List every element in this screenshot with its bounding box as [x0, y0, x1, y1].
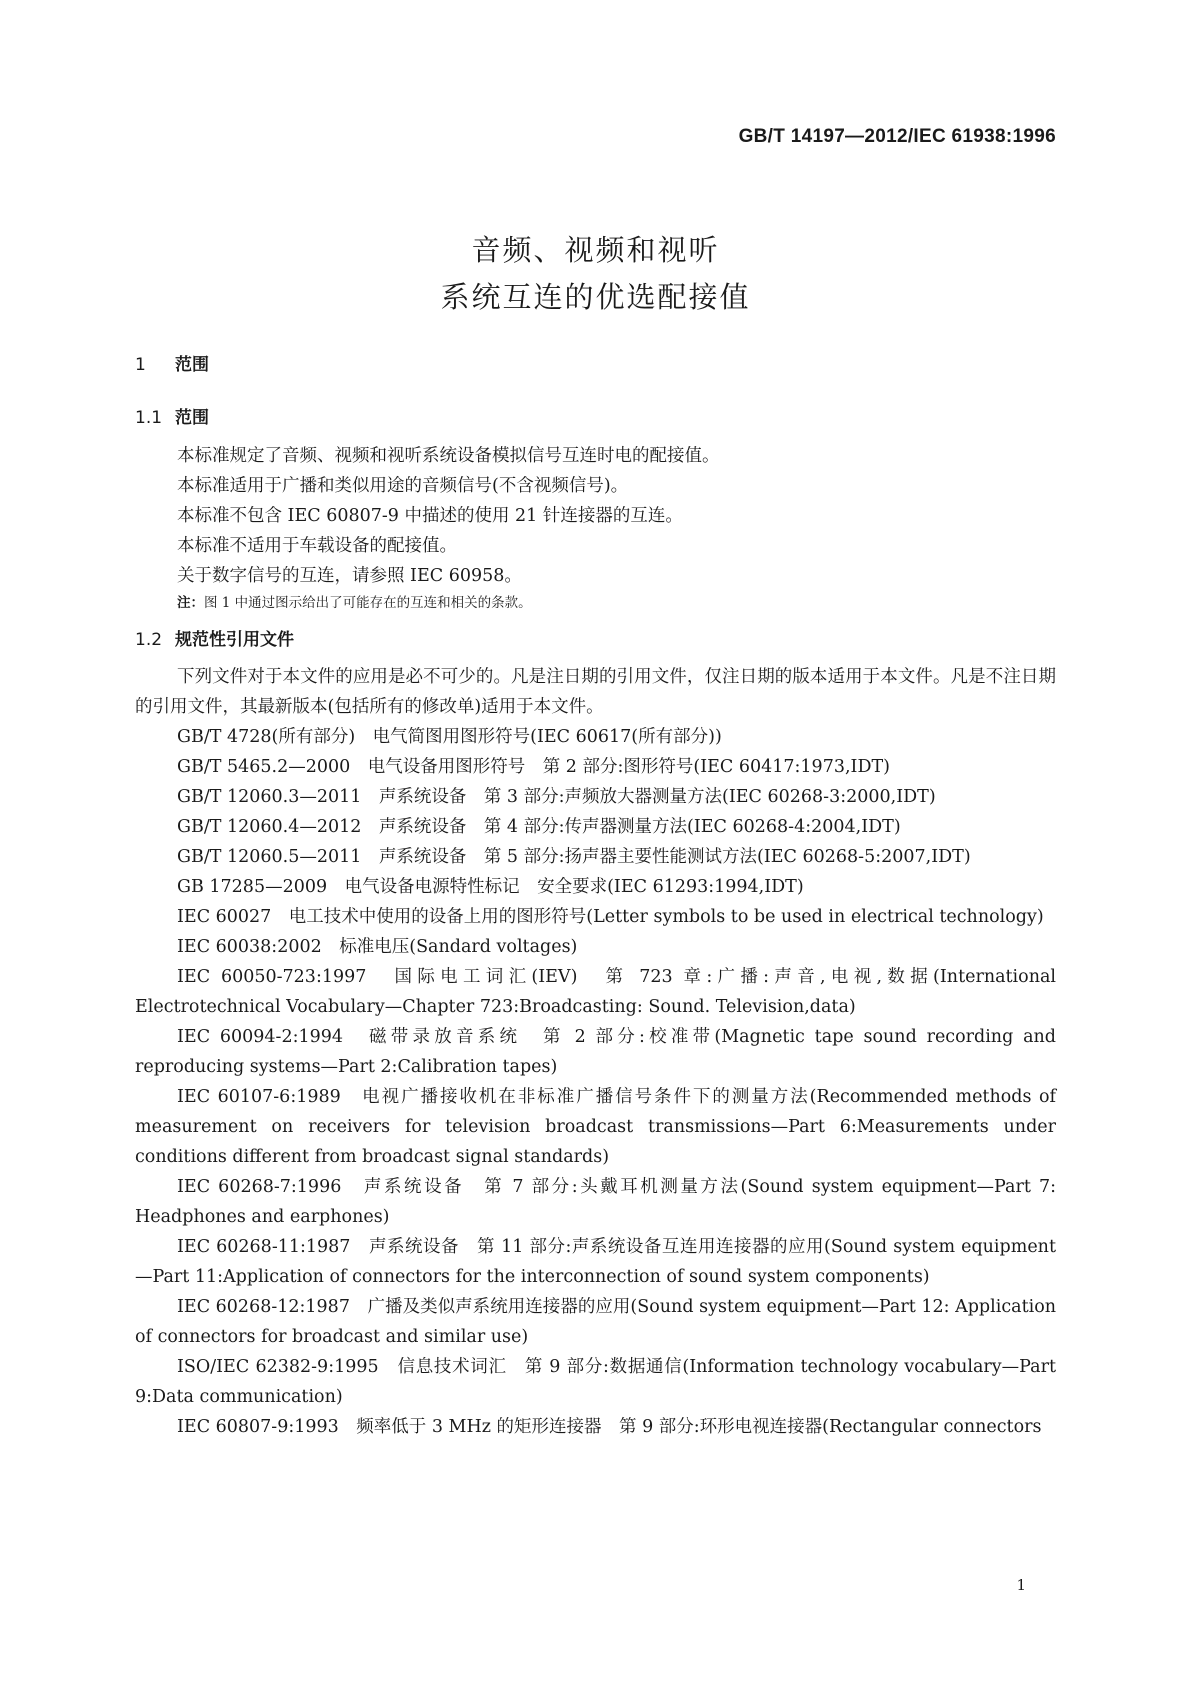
scope-paragraph: 关于数字信号的互连，请参照 IEC 60958。: [177, 566, 522, 586]
section-1-heading: [135, 350, 209, 375]
reference-item: GB/T 5465.2—2000 电气设备用图形符号 第 2 部分:图形符号(IEC 60417:1973,IDT): [177, 757, 890, 777]
reference-item: IEC 60027 电工技术中使用的设备上用的图形符号(Letter symbols to be used in electrical technology): [177, 907, 1044, 927]
reference-item: IEC 60050-723:1997 国际电工词汇(IEV) 第 723 章:广播:声音,电视,数据(International Electrotechnical Vocabulary—Chapter 723:Broadcasting: Sound. Television,data): [135, 967, 1056, 1017]
reference-item: GB/T 12060.5—2011 声系统设备 第 5 部分:扬声器主要性能测试方法(IEC 60268-5:2007,IDT): [177, 847, 971, 867]
reference-item: IEC 60038:2002 标准电压(Sandard voltages): [177, 937, 578, 957]
references-intro: 下列文件对于本文件的应用是必不可少的。凡是注日期的引用文件，仅注日期的版本适用于本文件。凡是不注日期的引用文件，其最新版本(包括所有的修改单)适用于本文件。: [135, 667, 1056, 717]
scope-paragraph: 本标准不包含 IEC 60807-9 中描述的使用 21 针连接器的互连。: [177, 506, 683, 526]
note-label: 注：: [177, 595, 204, 611]
section-1-2-heading: [135, 625, 294, 650]
reference-item: GB 17285—2009 电气设备电源特性标记 安全要求(IEC 61293:1994,IDT): [177, 877, 804, 897]
reference-item: GB/T 4728(所有部分) 电气简图用图形符号(IEC 60617(所有部分)): [177, 727, 722, 747]
note-text: 图 1 中通过图示给出了可能存在的互连和相关的条款。: [204, 595, 532, 611]
normative-references-body: [135, 662, 1056, 1442]
reference-item: IEC 60268-7:1996 声系统设备 第 7 部分:头戴耳机测量方法(Sound system equipment—Part 7: Headphones and earphones): [135, 1177, 1056, 1227]
reference-item: IEC 60807-9:1993 频率低于 3 MHz 的矩形连接器 第 9 部分:环形电视连接器(Rectangular connectors: [177, 1417, 1042, 1437]
section-title: 范围: [175, 355, 209, 375]
reference-item: IEC 60268-12:1987 广播及类似声系统用连接器的应用(Sound system equipment—Part 12: Application of connectors for broadcast and similar use): [135, 1297, 1056, 1347]
scope-paragraph: 本标准适用于广播和类似用途的音频信号(不含视频信号)。: [177, 476, 629, 496]
scope-paragraph: 本标准规定了音频、视频和视听系统设备模拟信号互连时电的配接值。: [177, 446, 720, 466]
section-title: 范围: [175, 408, 209, 428]
section-number: 1: [135, 355, 146, 375]
section-title: 规范性引用文件: [175, 630, 294, 650]
reference-item: IEC 60268-11:1987 声系统设备 第 11 部分:声系统设备互连用连接器的应用(Sound system equipment—Part 11:Application of connectors for the interconnection of sound system components): [135, 1237, 1056, 1287]
document-title-line2: 系统互连的优选配接值: [440, 280, 751, 314]
reference-item: ISO/IEC 62382-9:1995 信息技术词汇 第 9 部分:数据通信(Information technology vocabulary—Part 9:Data communication): [135, 1357, 1056, 1407]
section-1-1-body: [135, 441, 1056, 615]
section-number: 1.1: [135, 408, 163, 428]
document-title-line1: 音频、视频和视听: [471, 233, 720, 267]
reference-item: IEC 60107-6:1989 电视广播接收机在非标准广播信号条件下的测量方法(Recommended methods of measurement on receivers for television broadcast transmissions—Part 6:Measurements under conditions different from broadcast signal standards): [135, 1087, 1056, 1167]
page-number: 1: [1016, 1576, 1026, 1594]
reference-item: IEC 60094-2:1994 磁带录放音系统 第 2 部分:校准带(Magnetic tape sound recording and reproducing systems—Part 2:Calibration tapes): [135, 1027, 1056, 1077]
section-number: 1.2: [135, 630, 163, 650]
section-1-1-heading: [135, 403, 209, 428]
scope-note: [135, 591, 1056, 615]
reference-item: GB/T 12060.3—2011 声系统设备 第 3 部分:声频放大器测量方法(IEC 60268-3:2000,IDT): [177, 787, 936, 807]
scope-paragraph: 本标准不适用于车载设备的配接值。: [177, 536, 457, 556]
reference-item: GB/T 12060.4—2012 声系统设备 第 4 部分:传声器测量方法(IEC 60268-4:2004,IDT): [177, 817, 901, 837]
standard-code-header: GB/T 14197—2012/IEC 61938:1996: [738, 126, 1056, 147]
